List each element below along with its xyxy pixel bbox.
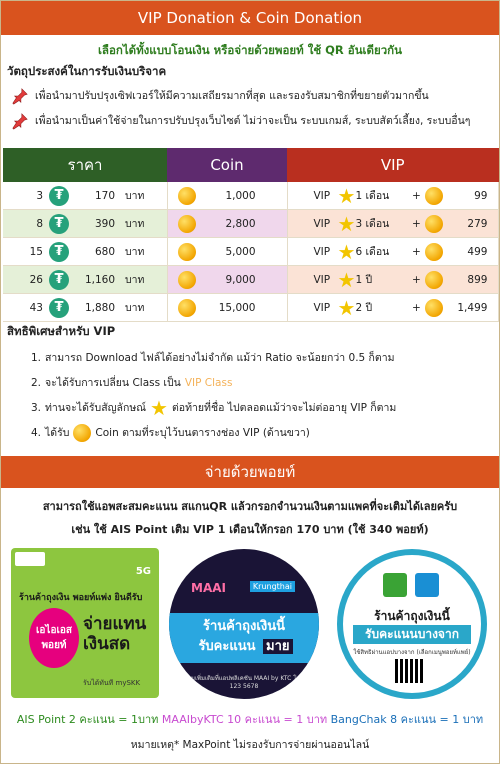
maai-line2 bbox=[169, 635, 319, 656]
plus-sign: + bbox=[412, 273, 421, 286]
objectives-title: วัตถุประสงค์ในการรับเงินบริจาค bbox=[7, 64, 167, 78]
price-unit: บาท bbox=[125, 246, 145, 258]
coin-icon bbox=[425, 187, 443, 205]
price-unit: บาท bbox=[125, 302, 145, 314]
privilege-text: ต่อท้ายที่ชื่อ ไปตลอดแม้ว่าจะไม่ต่ออายุ VIP ก็ตาม bbox=[171, 402, 397, 414]
price-count: 8 bbox=[36, 217, 43, 230]
privilege-text: จะได้รับการเปลี่ยน Class เป็น bbox=[45, 377, 181, 389]
price-count: 15 bbox=[29, 245, 43, 258]
vip-duration: 1 เดือน bbox=[355, 190, 390, 202]
privilege-text: ท่านจะได้รับสัญลักษณ์ bbox=[45, 402, 147, 414]
objective-text: เพื่อนำมาปรับปรุงเซิฟเวอร์ให้มีความเสถียรมากที่สุด และรองรับสมาชิกที่ขยายตัวมากขึ้น bbox=[35, 90, 429, 102]
price-baht: 1,160 bbox=[84, 273, 115, 286]
coin-amount: 1,000 bbox=[225, 189, 256, 202]
bangchak-footnote: ใช้สิทธิผ่านแอปบางจาก (เลือกเมนูพอยท์แพย์) bbox=[353, 649, 471, 656]
ais-rate: AIS Point 2 คะแนน = 1บาท bbox=[16, 713, 159, 726]
vip-coin-amount: 99 bbox=[474, 189, 488, 202]
ais-headline: ร้านค้าถุงเงิน พอยท์แพ่ง ยินดีรับ bbox=[19, 593, 143, 603]
vip-coin-amount: 279 bbox=[467, 217, 488, 230]
ais-point-card[interactable] bbox=[11, 548, 159, 698]
coin-icon bbox=[425, 215, 443, 233]
objective-item bbox=[1, 108, 499, 133]
vip-cell bbox=[287, 182, 499, 210]
points-title: จ่ายด้วยพอยท์ bbox=[204, 463, 296, 481]
star-icon: ★ bbox=[337, 183, 356, 208]
price-cell bbox=[3, 182, 167, 210]
vip-duration: 1 ปี bbox=[355, 274, 373, 286]
price-cell bbox=[3, 210, 167, 238]
tether-icon: ₮ bbox=[49, 298, 69, 318]
maai-line1: ร้านค้าถุงเงินนี้ bbox=[203, 619, 285, 634]
points-example: เช่น ใช้ AIS Point เติม VIP 1 เดือนให้กรอก 170 บาท (ใช้ 340 พอยท์) bbox=[71, 523, 429, 536]
pushpin-icon bbox=[11, 112, 29, 130]
ais-5g-badge: 5G bbox=[135, 566, 151, 577]
vip-duration: 6 เดือน bbox=[355, 246, 390, 258]
bangchak-line1: ร้านค้าถุงเงินนี้ bbox=[374, 609, 450, 623]
price-count: 3 bbox=[36, 189, 43, 202]
privilege-number: 3. bbox=[31, 401, 42, 414]
star-icon: ★ bbox=[150, 395, 168, 420]
coin-amount: 5,000 bbox=[225, 245, 256, 258]
price-cell bbox=[3, 238, 167, 266]
maai-line2-text: รับคะแนน bbox=[198, 639, 256, 654]
points-instruction: สามารถใช้แอพสะสมคะแนน สแกนQR แล้วกรอกจำนวนเงินตามแพคที่จะเติมได้เลยครับ bbox=[42, 500, 458, 513]
privilege-number: 2. bbox=[31, 376, 42, 389]
privilege-item bbox=[31, 420, 491, 445]
pricing-table bbox=[3, 148, 499, 322]
privileges-title: สิทธิพิเศษสำหรับ VIP bbox=[7, 324, 116, 338]
price-baht: 390 bbox=[94, 217, 115, 230]
privilege-text: Coin ตามที่ระบุไว้บนตารางช่อง VIP (ด้านขวา) bbox=[95, 427, 310, 439]
coin-icon bbox=[178, 215, 196, 233]
coin-icon bbox=[425, 243, 443, 261]
privilege-item bbox=[31, 370, 491, 395]
coin-cell bbox=[167, 266, 287, 294]
price-count: 43 bbox=[29, 301, 43, 314]
page-title: VIP Donation & Coin Donation bbox=[137, 9, 363, 27]
ais-footnote: รับได้ทันที mySKK bbox=[83, 679, 141, 687]
note: หมายเหตุ* MaxPoint ไม่รองรับการจ่ายผ่านออนไลน์ bbox=[130, 739, 370, 751]
ais-pay-text bbox=[83, 614, 146, 654]
ais-pay-line2: เงินสด bbox=[83, 634, 131, 654]
bangchak-line2: รับคะแนนบางจาก bbox=[353, 625, 471, 644]
point-rates bbox=[1, 710, 499, 728]
vip-class-label: VIP Class bbox=[184, 376, 233, 389]
price-cell bbox=[3, 294, 167, 322]
ais-point-badge: เอไอเอส พอยท์ bbox=[29, 608, 79, 668]
ais-pay-line1: จ่ายแทน bbox=[83, 614, 147, 634]
price-baht: 680 bbox=[94, 245, 115, 258]
privileges-list bbox=[31, 345, 491, 445]
bangchak-card[interactable] bbox=[337, 549, 487, 699]
subtitle: เลือกได้ทั้งแบบโอนเงิน หรือจ่ายด้วยพอยท์ ใช้ QR อันเดียวกัน bbox=[98, 43, 402, 57]
coin-icon bbox=[178, 187, 196, 205]
objective-item bbox=[1, 83, 499, 108]
bangchak-logo bbox=[383, 573, 407, 597]
vip-label: VIP bbox=[313, 301, 331, 314]
qr-code-icon bbox=[395, 659, 425, 683]
privilege-text: สามารถ Download ไฟล์ได้อย่างไม่จำกัด แม้ว่า Ratio จะน้อยกว่า 0.5 ก็ตาม bbox=[45, 352, 395, 364]
coin-amount: 2,800 bbox=[225, 217, 256, 230]
pushpin-icon bbox=[11, 87, 29, 105]
vip-label: VIP bbox=[313, 217, 331, 230]
price-baht: 1,880 bbox=[84, 301, 115, 314]
vip-coin-amount: 499 bbox=[467, 245, 488, 258]
vip-label: VIP bbox=[313, 189, 331, 202]
ais-logo bbox=[15, 552, 45, 566]
price-unit: บาท bbox=[125, 190, 145, 202]
privilege-number: 4. bbox=[31, 426, 42, 439]
privilege-text: ได้รับ bbox=[45, 427, 70, 439]
coin-cell bbox=[167, 210, 287, 238]
maai-rate: MAAIbyKTC 10 คะแนน = 1 บาท bbox=[161, 713, 328, 726]
vip-label: VIP bbox=[313, 273, 331, 286]
coin-icon bbox=[178, 299, 196, 317]
coin-amount: 9,000 bbox=[225, 273, 256, 286]
vip-duration: 3 เดือน bbox=[355, 218, 390, 230]
privilege-item bbox=[31, 345, 491, 370]
krungthai-logo bbox=[415, 573, 439, 597]
star-icon: ★ bbox=[337, 211, 356, 236]
maai-ktc-card[interactable] bbox=[169, 549, 319, 699]
table-row[interactable] bbox=[3, 294, 499, 322]
vip-cell bbox=[287, 294, 499, 322]
table-row[interactable] bbox=[3, 238, 499, 266]
coin-column-header: Coin bbox=[167, 148, 287, 182]
privilege-number: 1. bbox=[31, 351, 42, 364]
vip-label: VIP bbox=[313, 245, 331, 258]
price-baht: 170 bbox=[94, 189, 115, 202]
coin-icon bbox=[178, 271, 196, 289]
tether-icon: ₮ bbox=[49, 186, 69, 206]
star-icon: ★ bbox=[337, 295, 356, 320]
vip-coin-amount: 1,499 bbox=[457, 301, 488, 314]
plus-sign: + bbox=[412, 189, 421, 202]
privilege-item bbox=[31, 395, 491, 420]
plus-sign: + bbox=[412, 217, 421, 230]
vip-cell bbox=[287, 238, 499, 266]
krungthai-logo: Krungthai bbox=[250, 581, 295, 592]
points-header bbox=[1, 456, 499, 488]
price-cell bbox=[3, 266, 167, 294]
maai-line2-brand: มาย bbox=[263, 639, 293, 654]
vip-cell bbox=[287, 210, 499, 238]
vip-cell bbox=[287, 266, 499, 294]
coin-cell bbox=[167, 182, 287, 210]
table-row[interactable] bbox=[3, 266, 499, 294]
tether-icon: ₮ bbox=[49, 214, 69, 234]
coin-icon bbox=[425, 299, 443, 317]
price-unit: บาท bbox=[125, 218, 145, 230]
coin-cell bbox=[167, 238, 287, 266]
table-row[interactable] bbox=[3, 210, 499, 238]
table-row[interactable] bbox=[3, 182, 499, 210]
coin-amount: 15,000 bbox=[218, 301, 256, 314]
tether-icon: ₮ bbox=[49, 242, 69, 262]
vip-duration: 2 ปี bbox=[355, 302, 373, 314]
price-unit: บาท bbox=[125, 274, 145, 286]
plus-sign: + bbox=[412, 245, 421, 258]
page-header bbox=[1, 1, 499, 35]
price-count: 26 bbox=[29, 273, 43, 286]
maai-footnote: สอบถามเพิ่มเติมที่แอปพลิเคชัน MAAI by KTC โทร. 02 123 5678 bbox=[172, 675, 316, 690]
coin-icon bbox=[178, 243, 196, 261]
star-icon: ★ bbox=[337, 267, 356, 292]
plus-sign: + bbox=[412, 301, 421, 314]
coin-icon bbox=[425, 271, 443, 289]
pricing-rows bbox=[3, 182, 499, 322]
price-column-header: ราคา bbox=[3, 148, 167, 182]
objective-text: เพื่อนำมาเป็นค่าใช้จ่ายในการปรับปรุงเว็บไซต์ ไม่ว่าจะเป็น ระบบเกมส์, ระบบสัตว์เลี้ยง, ระบบอื่นๆ bbox=[35, 115, 471, 127]
maai-logo: MAAI bbox=[191, 581, 226, 595]
vip-coin-amount: 899 bbox=[467, 273, 488, 286]
star-icon: ★ bbox=[337, 239, 356, 264]
coin-cell bbox=[167, 294, 287, 322]
coin-icon bbox=[73, 424, 91, 442]
vip-column-header: VIP bbox=[287, 148, 499, 182]
tether-icon: ₮ bbox=[49, 270, 69, 290]
bangchak-rate: BangChak 8 คะแนน = 1 บาท bbox=[330, 713, 484, 726]
